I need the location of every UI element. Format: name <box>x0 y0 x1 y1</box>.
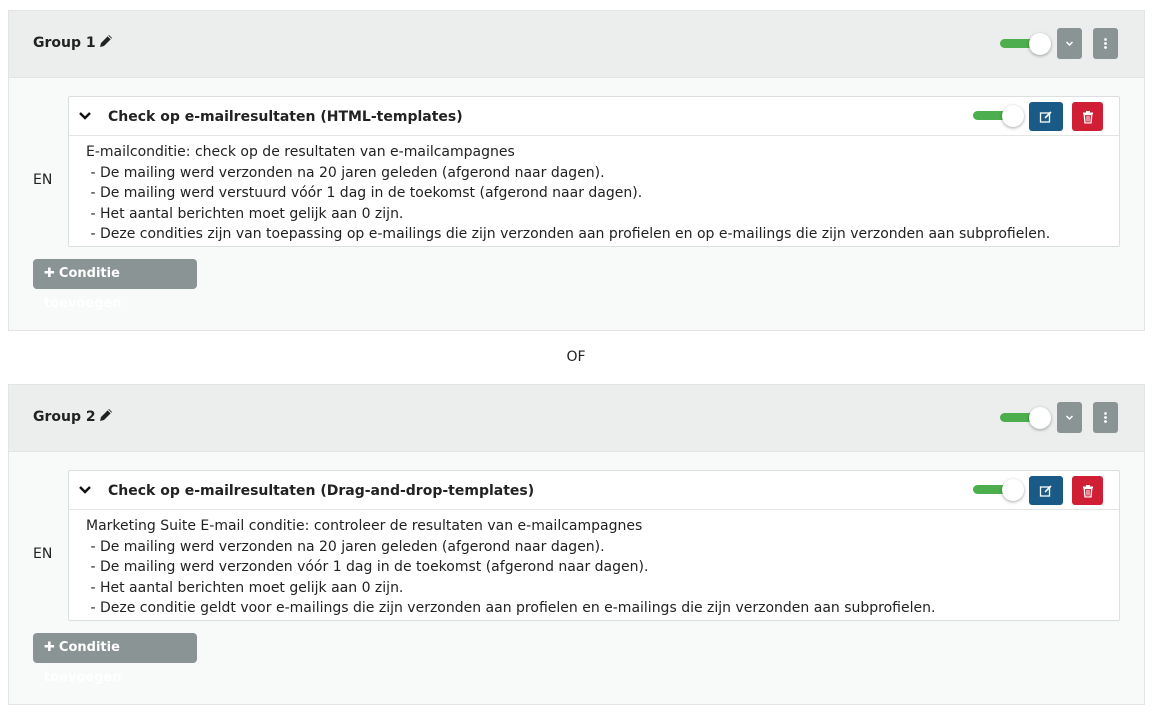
toggle-knob <box>1029 407 1051 429</box>
condition-card <box>68 470 1120 621</box>
group-enabled-toggle[interactable] <box>1000 407 1052 429</box>
delete-condition-button[interactable] <box>1072 476 1103 505</box>
toggle-knob <box>1029 33 1051 55</box>
edit-icon <box>1039 110 1053 124</box>
condition-title: Check op e-mailresultaten (Drag-and-drop-templates) <box>108 483 535 499</box>
condition-line: - Het aantal berichten moet gelijk aan 0 zijn. <box>86 579 404 596</box>
chevron-down-icon <box>1063 37 1076 50</box>
group-2 <box>8 384 1145 705</box>
group-enabled-toggle[interactable] <box>1000 33 1052 55</box>
edit-condition-button[interactable] <box>1029 476 1063 505</box>
add-condition-label: Conditie toevoegen <box>44 266 122 311</box>
collapse-group-button[interactable] <box>1057 402 1082 433</box>
kebab-menu-icon <box>1099 411 1112 424</box>
plus-icon: ✚ <box>44 640 55 655</box>
group-header <box>9 385 1144 452</box>
chevron-down-icon[interactable] <box>78 484 92 496</box>
condition-line: - De mailing werd verstuurd vóór 1 dag in de toekomst (afgerond naar dagen). <box>86 185 643 201</box>
condition-header[interactable] <box>69 471 1119 510</box>
and-connector-label: EN <box>33 172 53 188</box>
condition-enabled-toggle[interactable] <box>973 479 1025 501</box>
group-title: Group 2 <box>33 409 96 425</box>
pencil-icon[interactable] <box>98 407 114 423</box>
condition-line: E-mailconditie: check op de resultaten van e-mailcampagnes <box>86 144 515 160</box>
collapse-group-button[interactable] <box>1057 28 1082 59</box>
condition-line: - De mailing werd verzonden vóór 1 dag in de toekomst (afgerond naar dagen). <box>86 559 649 575</box>
add-condition-button[interactable] <box>33 633 197 685</box>
group-title: Group 1 <box>33 35 96 51</box>
group-body <box>9 452 1144 704</box>
condition-enabled-toggle[interactable] <box>973 105 1025 127</box>
condition-card <box>68 96 1120 247</box>
condition-description <box>69 136 1119 245</box>
and-connector-label: EN <box>33 546 53 562</box>
condition-line: - Deze conditie geldt voor e-mailings die zijn verzonden aan profielen en e-mailings die zijn verzonden aan subprofielen. <box>86 600 936 616</box>
condition-line: Marketing Suite E-mail conditie: controleer de resultaten van e-mailcampagnes <box>86 518 643 534</box>
condition-line: - De mailing werd verzonden na 20 jaren geleden (afgerond naar dagen). <box>86 164 605 181</box>
trash-icon <box>1082 484 1094 497</box>
delete-condition-button[interactable] <box>1072 102 1103 131</box>
pencil-icon[interactable] <box>98 33 114 49</box>
group-1 <box>8 10 1145 331</box>
group-header <box>9 11 1144 78</box>
condition-header[interactable] <box>69 97 1119 136</box>
condition-line: - Deze condities zijn van toepassing op e-mailings die zijn verzonden aan profielen en op e-mailings die zijn verzonden aan subprofielen. <box>86 226 1051 242</box>
group-body <box>9 78 1144 330</box>
trash-icon <box>1082 110 1094 123</box>
add-condition-label: Conditie toevoegen <box>44 640 122 685</box>
toggle-knob <box>1002 105 1024 127</box>
condition-description <box>69 510 1119 619</box>
chevron-down-icon <box>1063 411 1076 424</box>
chevron-down-icon[interactable] <box>78 110 92 122</box>
plus-icon: ✚ <box>44 266 55 281</box>
toggle-knob <box>1002 479 1024 501</box>
or-connector-label: OF <box>566 349 586 365</box>
kebab-menu-icon <box>1099 37 1112 50</box>
group-menu-button[interactable] <box>1093 28 1118 59</box>
add-condition-button[interactable] <box>33 259 197 311</box>
condition-line: - Het aantal berichten moet gelijk aan 0 zijn. <box>86 205 404 222</box>
condition-title: Check op e-mailresultaten (HTML-templates) <box>108 109 463 125</box>
edit-icon <box>1039 484 1053 498</box>
edit-condition-button[interactable] <box>1029 102 1063 131</box>
condition-line: - De mailing werd verzonden na 20 jaren geleden (afgerond naar dagen). <box>86 538 605 555</box>
group-menu-button[interactable] <box>1093 402 1118 433</box>
